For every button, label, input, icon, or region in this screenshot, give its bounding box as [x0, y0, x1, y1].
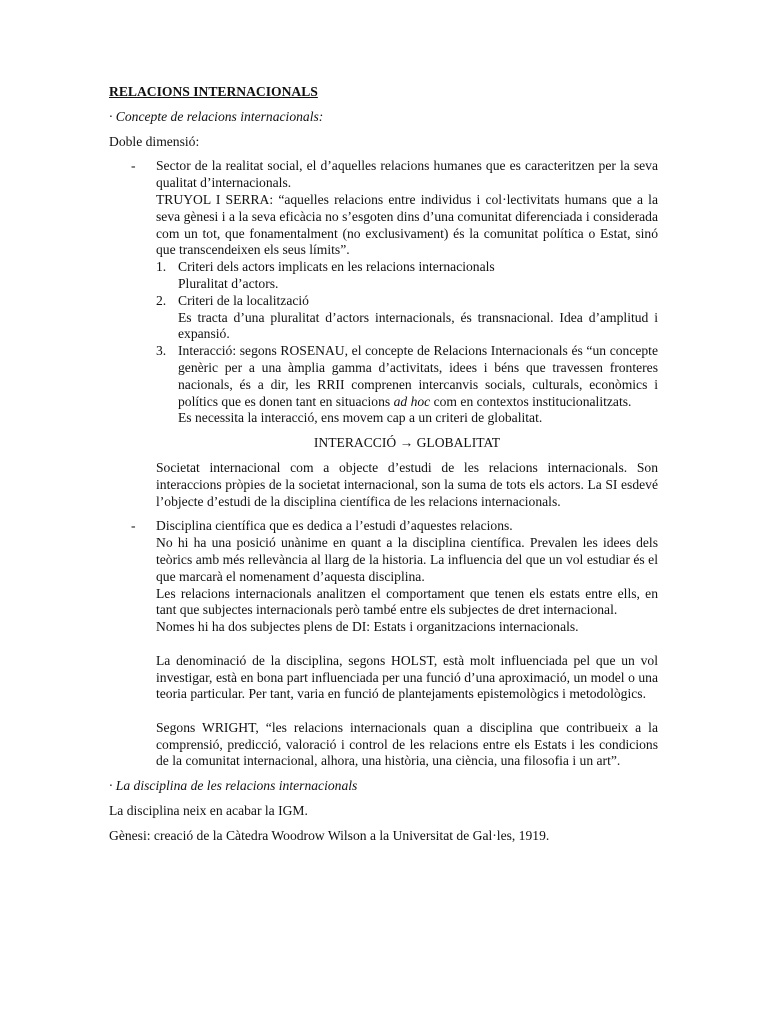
- criteria-title: Criteri dels actors implicats en les relacions internacionals: [178, 259, 495, 275]
- wright-paragraph: Segons WRIGHT, “les relacions internacionals quan a disciplina que contribueix a la comprensió, predicció, valoració i control de les relacions entre els Estats i les condicions de la comunitat internacional, alhora, una història, una ciència, una filosofia i un art”.: [156, 719, 658, 769]
- criteria-extra: Es necessita la interacció, ens movem cap a un criteri de globalitat.: [178, 410, 543, 426]
- criteria-body: [178, 343, 658, 410]
- interaction-globality-formula: INTERACCIÓ → GLOBALITAT: [313, 435, 501, 451]
- discipline-paragraph-1: No hi ha una posició unànime en quant a la disciplina científica. Prevalen les idees dels teòrics amb més rellevància al llarg de la historia. La influencia del que un vol estudiar és el que marcarà el nomenament d’aquesta disciplina.: [156, 535, 658, 584]
- document-page: [109, 84, 658, 853]
- criteria-number: 3.: [156, 343, 167, 359]
- international-society-paragraph: Societat internacional com a objecte d’estudi de les relacions internacionals. Son interaccions pròpies de la societat internacional, son la suma de tots els actors. La SI esdevé l’objecte d’estudi de la disciplina científica de les relacions internacionals.: [156, 459, 658, 509]
- dimension-item-2: [109, 518, 658, 770]
- dash-marker: -: [131, 158, 136, 174]
- rosenau-italic: ad hoc: [393, 393, 431, 409]
- section-heading-discipline: · La disciplina de les relacions internacionals: [109, 778, 358, 794]
- dimension-item-1: [109, 158, 658, 510]
- dash-marker: -: [131, 518, 136, 534]
- intro-text: Doble dimensió:: [109, 133, 200, 149]
- criteria-number: 2.: [156, 292, 167, 308]
- spacer: [156, 636, 658, 653]
- criteria-item-2: [156, 293, 658, 343]
- discipline-birth: La disciplina neix en acabar la IGM.: [109, 803, 308, 819]
- truyol-quote: TRUYOL I SERRA: “aquelles relacions entre individus i col·lectivitats humans que a la seva gènesi i a la seva eficàcia no s’esgoten dins d’una comunitat diferenciada i considerada com un tot, que fonamentalment (no exclusivament) és la comunitat política o Estat, sinó que transcendeixen els seus límits”.: [156, 191, 658, 258]
- discipline-genesis: Gènesi: creació de la Càtedra Woodrow Wilson a la Universitat de Gal·les, 1919.: [109, 827, 550, 843]
- criteria-body: Pluralitat d’actors.: [178, 275, 279, 291]
- discipline-paragraph-3: Nomes hi ha dos subjectes plens de DI: Estats i organitzacions internacionals.: [156, 619, 579, 635]
- criteria-item-3: [156, 343, 658, 427]
- criteria-body: Es tracta d’una pluralitat d’actors internacionals, és transnacional. Idea d’amplitud i expansió.: [178, 309, 658, 342]
- discipline-paragraph-2: Les relacions internacionals analitzen el comportament que tenen els estats entre ells, en tant que subjectes internacionals però també entre els subjectes de dret internacional.: [156, 585, 658, 618]
- holst-paragraph: La denominació de la disciplina, segons HOLST, està molt influenciada pel que un vol investigar, està en bona part influenciada per una funció d’una aproximació, un model o una teoria particular. Per tant, varia en funció de plantejaments epistemològics i metodològics.: [156, 652, 658, 702]
- rosenau-text: Interacció: segons ROSENAU, el concepte de Relacions Internacionals és “un concepte genèric per a una àmplia gamma d’activitats, idees i béns que travessen fronteres nacionals, és a dir, les RRII comprenen intercanvis socials, culturals, econòmics i polítics que es donen tant en situacions: [178, 343, 658, 409]
- spacer: [156, 703, 658, 720]
- criteria-number: 1.: [156, 259, 167, 275]
- criteria-list: [156, 259, 658, 427]
- rosenau-text-end: com en contextos institucionalitzats.: [430, 393, 632, 409]
- dimension-1-definition: Sector de la realitat social, el d’aquelles relacions humanes que es caracteritzen per la seva qualitat d’internacionals.: [156, 158, 658, 191]
- criteria-title: Criteri de la localització: [178, 292, 309, 308]
- document-title: RELACIONS INTERNACIONALS: [109, 84, 318, 99]
- section-heading-concept: · Concepte de relacions internacionals:: [109, 108, 324, 124]
- criteria-item-1: [156, 259, 658, 293]
- dimension-2-definition: Disciplina científica que es dedica a l’estudi d’aquestes relacions.: [156, 518, 513, 534]
